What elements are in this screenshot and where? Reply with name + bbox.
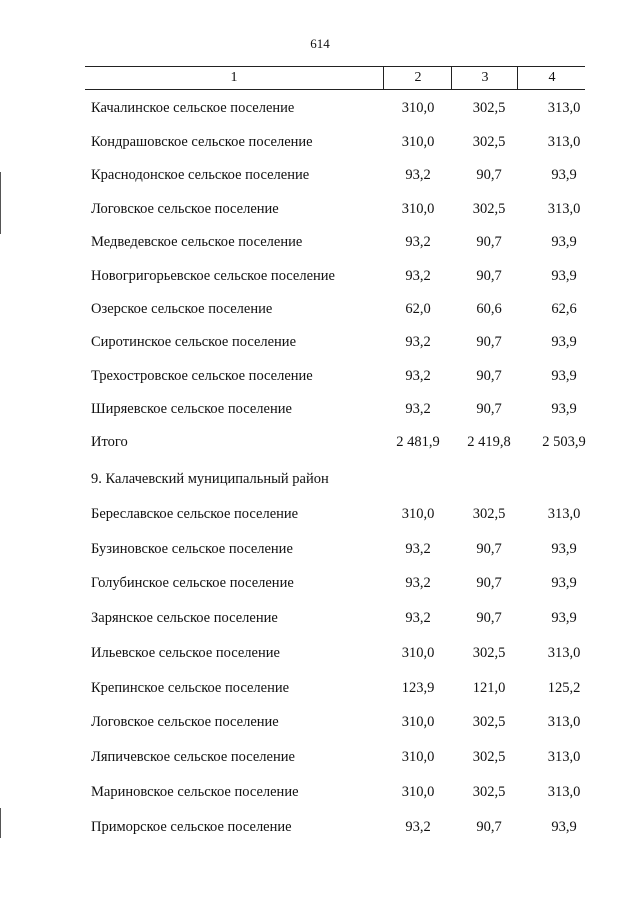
value-v4: 313,0: [547, 645, 581, 661]
value-v2: 93,2: [405, 234, 431, 250]
settlement-name: Трехостровское сельское поселение: [91, 368, 313, 384]
value-v2: 123,9: [401, 680, 435, 696]
value-v3: 302,5: [472, 749, 506, 765]
settlement-name: 9. Калачевский муниципальный район: [91, 471, 329, 487]
value-v4: 93,9: [551, 234, 577, 250]
value-v2: 310,0: [401, 749, 435, 765]
table-row: [0, 819, 640, 841]
value-v4: 313,0: [547, 749, 581, 765]
table-row: [0, 645, 640, 667]
value-v3: 90,7: [476, 334, 502, 350]
table-row: [0, 301, 640, 323]
value-v4: 313,0: [547, 100, 581, 116]
value-v4: 313,0: [547, 506, 581, 522]
value-v4: 93,9: [551, 610, 577, 626]
settlement-name: Мариновское сельское поселение: [91, 784, 299, 800]
settlement-name: Логовское сельское поселение: [91, 201, 279, 217]
column-header-3: 3: [451, 67, 518, 89]
value-v3: 302,5: [472, 506, 506, 522]
table-row: [0, 749, 640, 771]
value-v4: 62,6: [551, 301, 577, 317]
value-v2: 310,0: [401, 506, 435, 522]
value-v2: 93,2: [405, 575, 431, 591]
value-v3: 90,7: [476, 610, 502, 626]
value-v3: 302,5: [472, 784, 506, 800]
value-v2: 2 481,9: [396, 434, 440, 450]
value-v2: 310,0: [401, 134, 435, 150]
value-v2: 310,0: [401, 645, 435, 661]
settlement-name: Новогригорьевское сельское поселение: [91, 268, 335, 284]
table-row: [0, 506, 640, 528]
value-v3: 90,7: [476, 401, 502, 417]
value-v3: 90,7: [476, 268, 502, 284]
value-v2: 310,0: [401, 201, 435, 217]
settlement-name: Озерское сельское поселение: [91, 301, 273, 317]
table-row: [0, 541, 640, 563]
value-v3: 302,5: [472, 201, 506, 217]
table-row: [0, 610, 640, 632]
table-row: [0, 201, 640, 223]
table-row: [0, 368, 640, 390]
value-v2: 93,2: [405, 167, 431, 183]
value-v2: 93,2: [405, 368, 431, 384]
table-row: [0, 134, 640, 156]
value-v3: 60,6: [476, 301, 502, 317]
settlement-name: Береславское сельское поселение: [91, 506, 299, 522]
value-v3: 90,7: [476, 819, 502, 835]
table-row: [0, 167, 640, 189]
column-header-1: 1: [230, 70, 238, 85]
settlement-name: Голубинское сельское поселение: [91, 575, 294, 591]
settlement-name: Кондрашовское сельское поселение: [91, 134, 313, 150]
table-row: [0, 471, 640, 493]
value-v4: 125,2: [547, 680, 581, 696]
value-v4: 93,9: [551, 268, 577, 284]
settlement-name: Краснодонское сельское поселение: [91, 167, 310, 183]
value-v4: 93,9: [551, 334, 577, 350]
value-v2: 310,0: [401, 784, 435, 800]
value-v3: 302,5: [472, 645, 506, 661]
value-v4: 93,9: [551, 575, 577, 591]
settlement-name: Итого: [91, 434, 128, 450]
column-header-2: 2: [383, 67, 452, 89]
table-row: [0, 234, 640, 256]
settlement-name: Ляпичевское сельское поселение: [91, 749, 295, 765]
settlement-name: Крепинское сельское поселение: [91, 680, 290, 696]
settlement-name: Ильевское сельское поселение: [91, 645, 280, 661]
value-v4: 93,9: [551, 368, 577, 384]
table-row: [0, 401, 640, 423]
value-v2: 310,0: [401, 100, 435, 116]
value-v4: 93,9: [551, 401, 577, 417]
value-v4: 313,0: [547, 201, 581, 217]
value-v4: 313,0: [547, 714, 581, 730]
value-v2: 310,0: [401, 714, 435, 730]
table-row: [0, 100, 640, 122]
value-v4: 93,9: [551, 167, 577, 183]
column-header-4: 4: [517, 67, 586, 89]
settlement-name: Бузиновское сельское поселение: [91, 541, 293, 557]
settlement-name: Ширяевское сельское поселение: [91, 401, 292, 417]
value-v2: 93,2: [405, 819, 431, 835]
value-v3: 302,5: [472, 100, 506, 116]
table-row: [0, 680, 640, 702]
value-v4: 313,0: [547, 134, 581, 150]
settlement-name: Приморское сельское поселение: [91, 819, 292, 835]
table-row: [0, 268, 640, 290]
settlement-name: Качалинское сельское поселение: [91, 100, 295, 116]
value-v4: 2 503,9: [542, 434, 586, 450]
settlement-name: Логовское сельское поселение: [91, 714, 279, 730]
value-v2: 93,2: [405, 401, 431, 417]
settlement-name: Медведевское сельское поселение: [91, 234, 303, 250]
table-row: [0, 784, 640, 806]
value-v3: 90,7: [476, 234, 502, 250]
table-row: [0, 575, 640, 597]
value-v3: 121,0: [472, 680, 506, 696]
table-row: [0, 714, 640, 736]
value-v3: 2 419,8: [467, 434, 511, 450]
page-number: 614: [310, 36, 330, 51]
value-v4: 93,9: [551, 819, 577, 835]
value-v3: 90,7: [476, 541, 502, 557]
settlement-name: Зарянское сельское поселение: [91, 610, 278, 626]
value-v2: 93,2: [405, 268, 431, 284]
value-v2: 93,2: [405, 334, 431, 350]
value-v3: 90,7: [476, 167, 502, 183]
value-v2: 93,2: [405, 610, 431, 626]
value-v3: 302,5: [472, 134, 506, 150]
table-header: [85, 66, 585, 90]
value-v3: 90,7: [476, 368, 502, 384]
value-v4: 93,9: [551, 541, 577, 557]
table-row: [0, 334, 640, 356]
value-v3: 90,7: [476, 575, 502, 591]
value-v2: 62,0: [405, 301, 431, 317]
value-v3: 302,5: [472, 714, 506, 730]
table-row: [0, 434, 640, 456]
settlement-name: Сиротинское сельское поселение: [91, 334, 297, 350]
value-v2: 93,2: [405, 541, 431, 557]
value-v4: 313,0: [547, 784, 581, 800]
